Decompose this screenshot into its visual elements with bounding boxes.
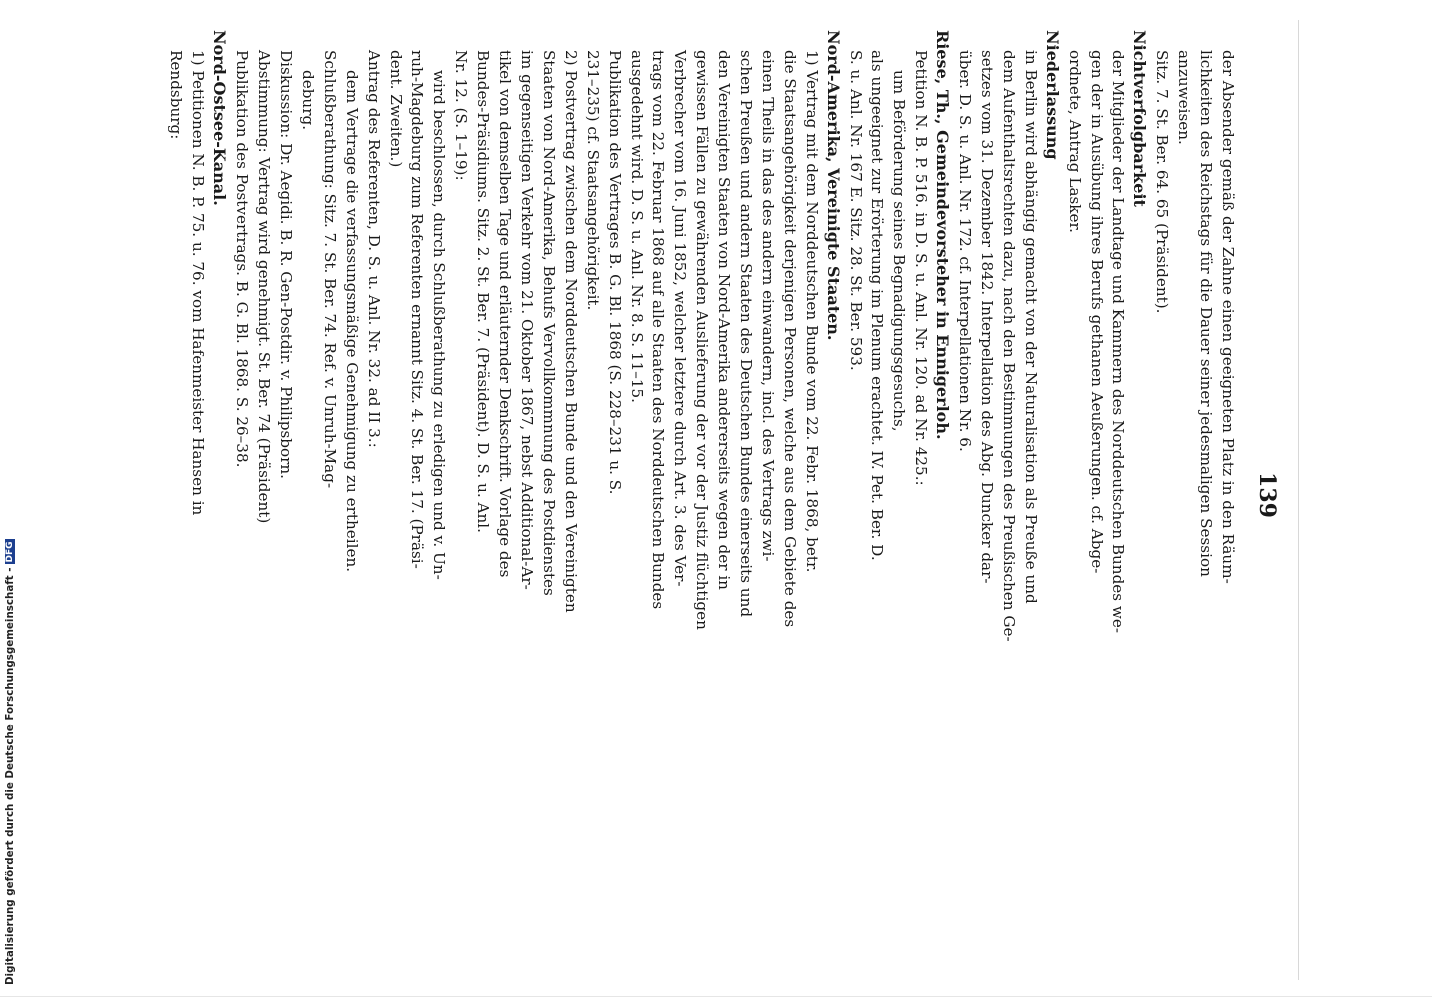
text-line: der Mitglieder der Landtage und Kammern des Norddeutschen Bundes we- <box>1109 50 1128 634</box>
text-line: in Berlin wird abhängig gemacht von der Naturalisation als Preuße und <box>1021 50 1040 604</box>
text-line: Abstimmung: Vertrag wird genehmigt. St. Ber. 74 (Präsident) <box>255 50 274 524</box>
text-line: wird beschlossen, durch Schlußberathung zu erledigen und v. Un- <box>430 70 449 580</box>
text-line: dem Vertrage die verfassungsmäßige Genehmigung zu ertheilen. <box>342 70 361 573</box>
text-line: Antrag des Referenten, D. S. u. Anl. Nr. 32. ad II 3.: <box>364 50 383 448</box>
text-line: Publikation des Vertrages B. G. Bl. 1868 (S. 228–231 u. S. <box>605 50 624 495</box>
text-line: die Staatsangehörigkeit derjenigen Personen, welche aus dem Gebiete des <box>780 50 799 628</box>
text-line: im gegenseitigen Verkehr vom 21. Oktober 1867, nebst Additional-Ar- <box>518 50 536 590</box>
text-line: dent. Zweiten.) <box>386 50 405 168</box>
text-line: Rendsburg: <box>167 50 186 140</box>
text-line: Bundes-Präsidiums. Sitz. 2. St. Ber. 7. (Präsident). D. S. u. Anl. <box>474 50 493 533</box>
page-edge <box>1298 20 1299 980</box>
text-line: Schlußberathung: Sitz. 7. St. Ber. 74. Ref. v. Unruh-Mag- <box>320 50 339 489</box>
section-heading: Niederlassung <box>1042 30 1062 160</box>
text-line: einen Theils in das des andern einwandern, incl. des Vertrags zwi- <box>758 50 777 562</box>
text-line: Nr. 12. (S. 1–19): <box>452 50 471 181</box>
text-line: setzes vom 31. Dezember 1842. Interpellation des Abg. Duncker dar- <box>978 50 997 584</box>
text-line: über. D. S. u. Anl. Nr. 172. cf. Interpellationen Nr. 6. <box>956 50 975 452</box>
text-line: der Absender gemäß der Zahne einen geeigneten Platz in den Räum- <box>1219 50 1237 584</box>
text-line: ruh-Magdeburg zum Referenten ernannt Sitz. 4. St. Ber. 17. (Präsi- <box>408 50 427 569</box>
section-heading: Nichtverfolgbarkeit <box>1130 30 1150 207</box>
text-line: lichkeiten des Reichstags für die Dauer seiner jedesmaligen Session <box>1197 50 1216 577</box>
text-line: trags vom 22. Februar 1868 auf alle Staaten des Norddeutschen Bundes <box>649 50 668 610</box>
text-line: gen der in Ausübung ihres Berufs gethanen Aeußerungen. cf. Abge- <box>1087 50 1106 574</box>
section-heading: Nord-Amerika, Vereinigte Staaten. <box>823 30 843 341</box>
text-line: ordnete, Antrag Lasker. <box>1065 50 1084 233</box>
text-line: 1) Vertrag mit dem Norddeutschen Bunde vom 22. Febr. 1868, betr. <box>802 50 821 573</box>
text-line: gewissen Fällen zu gewährenden Auslieferung der vor der Justiz flüchtigen <box>693 50 712 630</box>
text-line: schen Preußen und andern Staaten des Deutschen Bundes einerseits und <box>737 50 756 618</box>
section-heading: Nord-Ostsee-Kanal. <box>210 30 230 206</box>
text-line: Sitz. 7. St. Ber. 64. 65 (Präsident). <box>1153 50 1172 314</box>
text-line: Staaten von Nord-Amerika, Behufs Vervollkommnung des Postdienstes <box>539 50 558 596</box>
text-line: anzuweisen. <box>1175 50 1194 145</box>
page-edge-bottom <box>0 996 1432 997</box>
text-line: um Beförderung seines Begnadigungsgesuchs, <box>890 70 909 432</box>
rotated-page-content <box>150 30 1280 960</box>
text-line: S. u. Anl. Nr. 167 E. Sitz. 28. St. Ber. 593. <box>846 50 865 371</box>
dfg-logo: DFG <box>5 541 15 563</box>
text-line: als ungeeignet zur Erörterung im Plenum erachtet. IV. Pet. Ber. D. <box>868 50 887 561</box>
text-line: Verbrecher vom 16. Juni 1852, welcher letztere durch Art. 3. des Ver- <box>671 50 690 587</box>
text-line: den Vereinigten Staaten von Nord-Amerika andererseits wegen der in <box>715 50 734 590</box>
text-line: deburg. <box>298 70 317 131</box>
page-number: 139 <box>1254 472 1280 518</box>
footer-credit-text <box>4 539 16 985</box>
footer-credit <box>4 0 24 1000</box>
body-text <box>165 30 1238 960</box>
text-line: Petition N. B. P. 516. in D. S. u. Anl. Nr. 120. ad Nr. 425.: <box>912 50 931 486</box>
section-heading: Riese, Th., Gemeindevorsteher in Ennigerloh. <box>933 30 953 440</box>
text-line: 1) Petitionen N. B. P. 75. u. 76. vom Hafenmeister Hansen in <box>189 50 208 516</box>
text-line: ausgedehnt wird. D. S. u. Anl. Nr. 8. S. 11–15. <box>627 50 646 403</box>
text-line: Publikation des Postvertrags. B. G. Bl. 1868. S. 26–38. <box>233 50 252 468</box>
text-line: tikel von demselben Tage und erläuternder Denkschrift. Vorlage des <box>496 50 515 578</box>
text-line: Diskussion: Dr. Aegidi. B. R. Gen-Postdir. v. Philipsborn. <box>277 50 296 479</box>
text-line: 231–235) cf. Staatsangehörigkeit. <box>583 50 602 311</box>
text-line: dem Aufenthaltsrechten dazu, nach den Bestimmungen des Preußischen Ge- <box>999 50 1018 642</box>
text-line: 2) Postvertrag zwischen dem Norddeutschen Bunde und den Vereinigten <box>561 50 580 613</box>
footer-text: Digitalisierung gefördert durch die Deutsche Forschungsgemeinschaft - <box>4 567 16 985</box>
